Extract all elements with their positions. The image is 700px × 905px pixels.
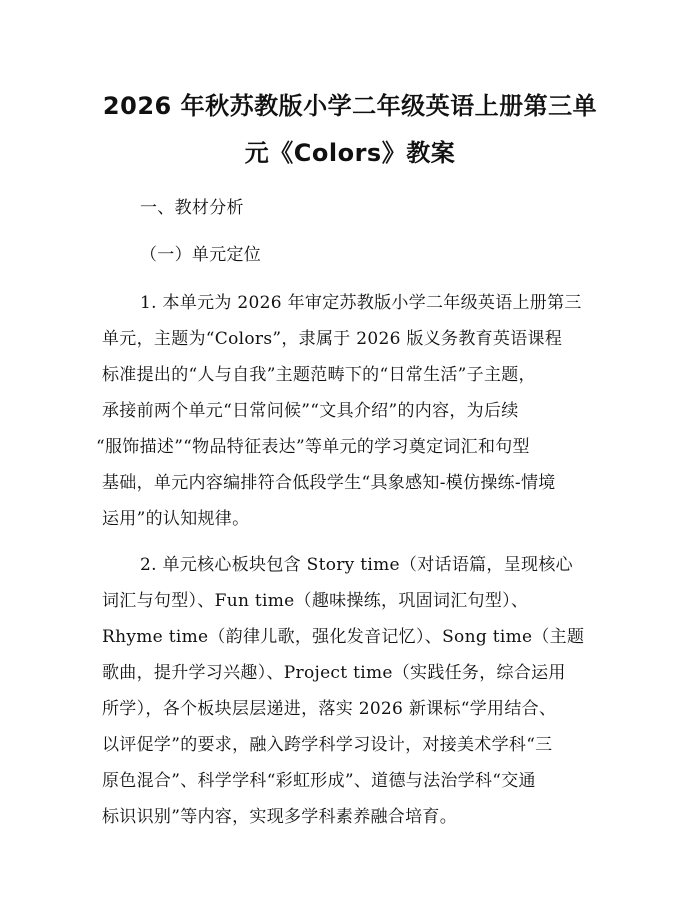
paragraph-line: 运用”的认知规律。 [102,509,250,529]
paragraph-line: 以评促学”的要求，融入跨学科学习设计，对接美术学科“三 [102,735,553,755]
paragraph-line: 承接前两个单元“日常问候”“文具介绍”的内容，为后续 [102,401,519,421]
paragraph-line: 标识识别”等内容，实现多学科素养融合培育。 [102,807,457,827]
paragraph-line: 1. 本单元为 2026 年审定苏教版小学二年级英语上册第三 [140,293,582,313]
paragraph-line: 所学），各个板块层层递进，落实 2026 新课标“学用结合、 [102,699,557,719]
paragraph-line: 2. 单元核心板块包含 Story time（对话语篇，呈现核心 [140,555,573,575]
paragraph-line: 歌曲，提升学习兴趣）、Project time（实践任务，综合运用 [102,663,566,683]
paragraph-line: 原色混合”、科学学科“彩虹形成”、道德与法治学科“交通 [102,771,536,791]
section-heading: 一、教材分析 [140,198,244,218]
paragraph-line: 单元，主题为“Colors”，隶属于 2026 版义务教育英语课程 [102,329,563,349]
paragraph-line: 标准提出的“人与自我”主题范畴下的“日常生活”子主题， [102,365,536,385]
paragraph-line: 基础，单元内容编排符合低段学生“具象感知-模仿操练-情境 [102,473,556,493]
document-title-line-1: 2026 年秋苏教版小学二年级英语上册第三单 [102,92,598,120]
subsection-heading: （一）单元定位 [140,245,262,265]
paragraph-line: 词汇与句型）、Fun time（趣味操练，巩固词汇句型）、 [102,591,529,611]
paragraph-line: “服饰描述”“物品特征表达”等单元的学习奠定词汇和句型 [96,437,530,457]
paragraph-line: Rhyme time（韵律儿歌，强化发音记忆）、Song time（主题 [102,627,585,647]
document-title-line-2: 元《Colors》教案 [244,139,456,167]
